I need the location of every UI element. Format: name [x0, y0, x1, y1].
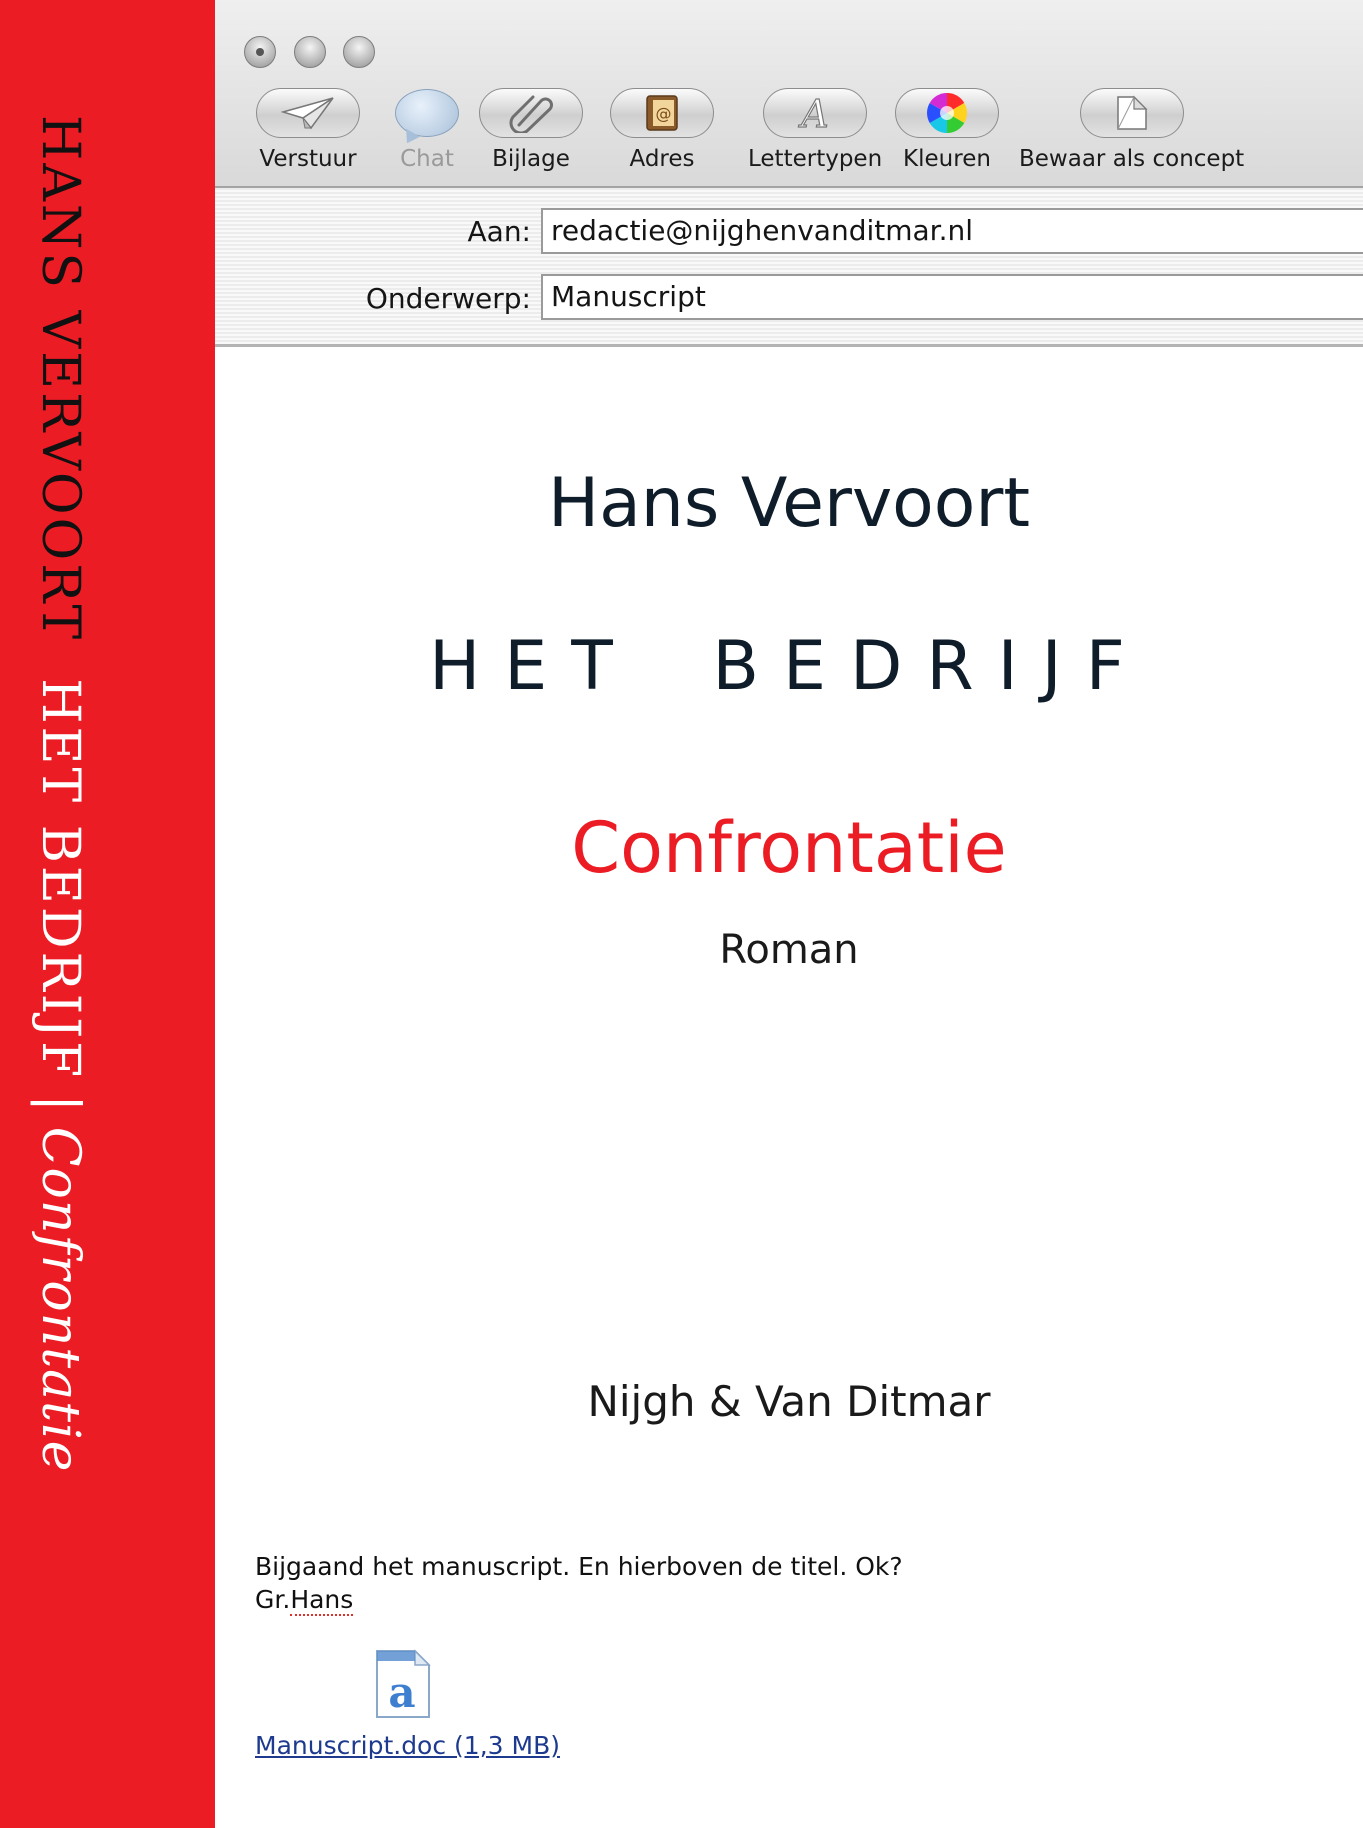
mail-compose-window: [215, 0, 1363, 1828]
save-draft-label: Bewaar als concept: [1019, 146, 1245, 172]
attach-label: Bijlage: [492, 146, 570, 172]
paper-plane-icon: [281, 96, 335, 130]
message-line-2: [255, 1583, 903, 1616]
color-wheel-icon: [926, 92, 968, 134]
attach-button[interactable]: [479, 88, 583, 172]
message-body[interactable]: [215, 347, 1363, 1828]
chat-button[interactable]: [395, 88, 459, 172]
book-spine: [0, 0, 215, 1828]
message-text: [255, 1550, 903, 1616]
save-draft-button[interactable]: [1019, 88, 1244, 172]
spine-subtitle: Confrontatie: [30, 1126, 90, 1473]
chat-bubble-icon: [395, 89, 459, 137]
attachment-link[interactable]: Manuscript.doc (1,3 MB): [255, 1731, 560, 1760]
book-publisher: Nijgh & Van Ditmar: [587, 1377, 991, 1426]
zoom-window-button[interactable]: [343, 36, 375, 68]
draft-icon: [1112, 93, 1152, 133]
word-document-icon[interactable]: [375, 1649, 431, 1719]
spine-title: HET BEDRIJF: [30, 678, 90, 1081]
to-field[interactable]: redactie@nijghenvanditmar.nl: [541, 208, 1363, 254]
message-header: [215, 188, 1363, 347]
book-genre: Roman: [719, 927, 859, 973]
book-subtitle: Confrontatie: [571, 807, 1007, 889]
subject-field[interactable]: Manuscript: [541, 274, 1363, 320]
chat-label: Chat: [400, 146, 454, 172]
send-button[interactable]: [256, 88, 360, 172]
fonts-button[interactable]: [748, 88, 882, 172]
svg-text:@: @: [655, 104, 672, 123]
book-author: Hans Vervoort: [547, 464, 1031, 543]
address-book-icon: [644, 94, 680, 132]
send-label: Verstuur: [259, 146, 357, 172]
colors-button[interactable]: [895, 88, 999, 172]
address-button[interactable]: [610, 88, 714, 172]
colors-label: Kleuren: [903, 146, 991, 172]
book-title: HET BEDRIJF: [429, 627, 1149, 706]
font-icon: [795, 93, 835, 133]
greeting-prefix: Gr.: [255, 1585, 291, 1614]
address-label: Adres: [629, 146, 695, 172]
spine-text: [30, 115, 90, 1472]
subject-label: Onderwerp:: [365, 282, 531, 315]
spine-separator: |: [30, 1094, 90, 1113]
fonts-label: Lettertypen: [748, 146, 883, 172]
to-label: Aan:: [467, 215, 531, 248]
message-line-1: Bijgaand het manuscript. En hierboven de titel. Ok?: [255, 1552, 903, 1581]
minimize-window-button[interactable]: [294, 36, 326, 68]
svg-text:A: A: [801, 93, 829, 133]
spine-author: HANS VERVOORT: [30, 115, 90, 643]
close-window-button[interactable]: [244, 36, 276, 68]
paperclip-icon: [509, 93, 553, 133]
svg-text:a: a: [388, 1668, 416, 1717]
toolbar: [215, 0, 1363, 188]
signature-name: Hans: [290, 1585, 354, 1614]
